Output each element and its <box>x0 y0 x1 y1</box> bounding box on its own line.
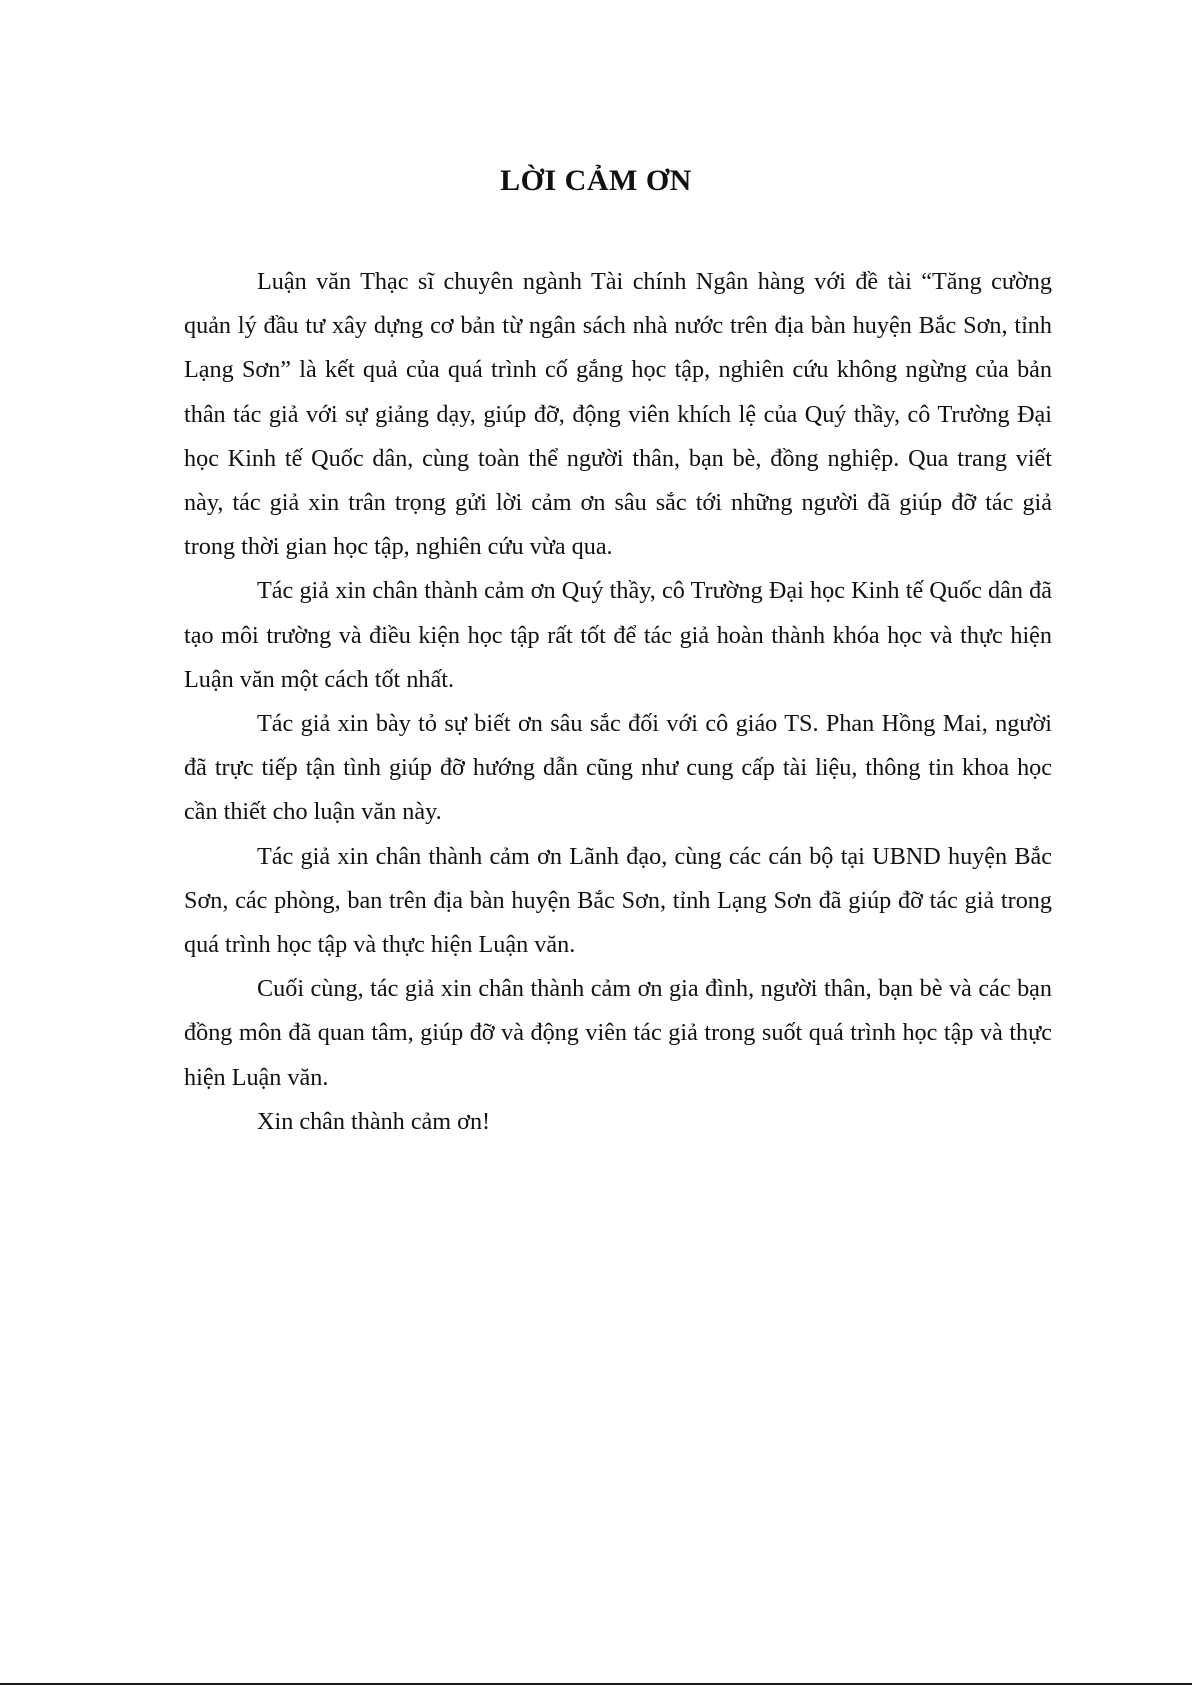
paragraph-thanks-supervisor: Tác giả xin bày tỏ sự biết ơn sâu sắc đối với cô giáo TS. Phan Hồng Mai, người đã trực tiếp tận tình giúp đỡ hướng dẫn cũng như cung cấp tài liệu, thông tin khoa học cần thiết cho luận văn này. <box>184 710 1052 826</box>
paragraph-closing: Xin chân thành cảm ơn! <box>257 1107 491 1135</box>
paragraph-thanks-local-officials: Tác giả xin chân thành cảm ơn Lãnh đạo, cùng các cán bộ tại UBND huyện Bắc Sơn, các phòng, ban trên địa bàn huyện Bắc Sơn, tỉnh Lạng Sơn đã giúp đỡ tác giả trong quá trình học tập và thực hiện Luận văn. <box>184 842 1052 959</box>
paragraph-thanks-university: Tác giả xin chân thành cảm ơn Quý thầy, cô Trường Đại học Kinh tế Quốc dân đã tạo môi trường và điều kiện học tập rất tốt để tác giả hoàn thành khóa học và thực hiện Luận văn một cách tốt nhất. <box>184 577 1052 693</box>
paragraph-intro: Luận văn Thạc sĩ chuyên ngành Tài chính Ngân hàng với đề tài “Tăng cường quản lý đầu tư xây dựng cơ bản từ ngân sách nhà nước trên địa bàn huyện Bắc Sơn, tỉnh Lạng Sơn” là kết quả của quá trình cố gắng học tập, nghiên cứu không ngừng của bản thân tác giả với sự giảng dạy, giúp đỡ, động viên khích lệ của Quý thầy, cô Trường Đại học Kinh tế Quốc dân, cùng toàn thể người thân, bạn bè, đồng nghiệp. Qua trang viết này, tác giả xin trân trọng gửi lời cảm ơn sâu sắc tới những người đã giúp đỡ tác giả trong thời gian học tập, nghiên cứu vừa qua. <box>184 268 1052 561</box>
page-title: LỜI CẢM ƠN <box>500 164 692 197</box>
paragraph-thanks-family: Cuối cùng, tác giả xin chân thành cảm ơn gia đình, người thân, bạn bè và các bạn đồng môn đã quan tâm, giúp đỡ và động viên tác giả trong suốt quá trình học tập và thực hiện Luận văn. <box>184 975 1052 1091</box>
acknowledgement-body <box>184 260 1052 1144</box>
